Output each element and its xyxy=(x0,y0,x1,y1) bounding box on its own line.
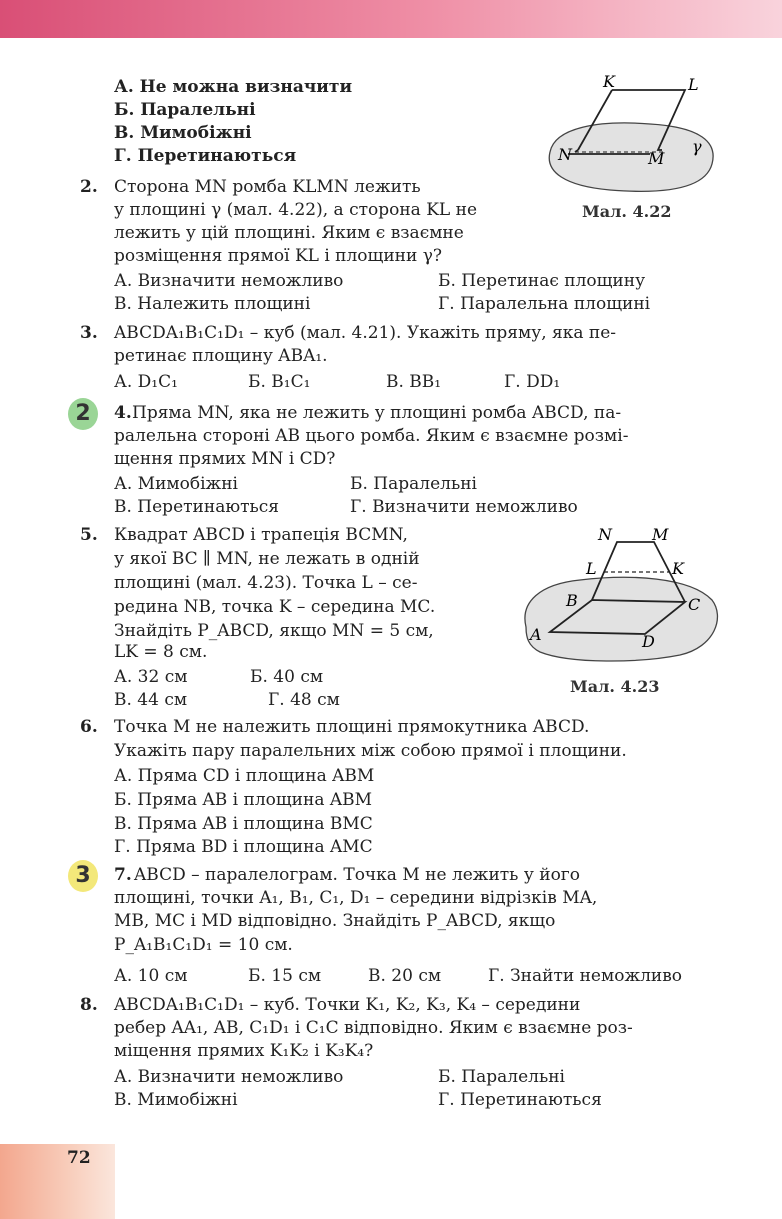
fig423-label-c: C xyxy=(688,595,701,614)
q3-line-2: ретинає площину ABA₁. xyxy=(114,346,328,366)
fig422-label-n: N xyxy=(558,145,572,164)
fig422-label-m: M xyxy=(648,149,665,168)
q5-line-4: редина NB, точка K – середина MC. xyxy=(114,597,436,617)
level-3-badge: 3 xyxy=(68,860,98,892)
fig422-label-gamma: γ xyxy=(692,137,702,156)
q8-option-c: В. Мимобіжні xyxy=(114,1090,238,1110)
q3-line-1: ABCDA₁B₁C₁D₁ – куб (мал. 4.21). Укажіть пряму, яка пе- xyxy=(114,323,617,343)
q4-line-2: ралельна стороні AB цього ромба. Яким є взаємне розмі- xyxy=(114,426,629,446)
fig423-label-a: A xyxy=(530,625,542,644)
fig423-label-b: B xyxy=(566,591,578,610)
q7-line-4: P_A₁B₁C₁D₁ = 10 см. xyxy=(114,935,293,955)
q6-option-b: Б. Пряма AB і площина ABM xyxy=(114,790,373,810)
q2-line-4: розміщення прямої KL і площини γ? xyxy=(114,246,443,266)
figure-4-23 xyxy=(520,522,720,672)
fig422-label-l: L xyxy=(688,75,699,94)
q7-option-b: Б. 15 см xyxy=(248,966,322,986)
q6-option-a: А. Пряма CD і площина ABM xyxy=(114,766,375,786)
q6-line-1: Точка M не належить площині прямокутника ABCD. xyxy=(114,717,590,737)
q4-line-1: Пряма MN, яка не лежить у площині ромба ABCD, па- xyxy=(132,403,622,423)
fig423-label-k: K xyxy=(672,559,684,578)
figure-4-22 xyxy=(540,72,720,207)
q3-number: 3. xyxy=(80,323,98,343)
q8-line-1: ABCDA₁B₁C₁D₁ – куб. Точки K₁, K₂, K₃, K₄ – середини xyxy=(114,995,581,1015)
q7-option-d: Г. Знайти неможливо xyxy=(488,966,683,986)
q4-line-3: щення прямих MN і CD? xyxy=(114,449,336,469)
q4-option-d: Г. Визначити неможливо xyxy=(350,497,578,517)
q6-option-c: В. Пряма AB і площина BMC xyxy=(114,814,373,834)
q7-line-2: площині, точки A₁, B₁, C₁, D₁ – середини відрізків MA, xyxy=(114,888,598,908)
q1-option-a: А. Не можна визначити xyxy=(114,77,353,97)
q3-option-d: Г. DD₁ xyxy=(504,372,561,392)
top-decor-band xyxy=(0,0,782,38)
q5-line-1: Квадрат ABCD і трапеція BCMN, xyxy=(114,525,408,545)
q8-option-d: Г. Перетинаються xyxy=(438,1090,602,1110)
q5-line-5: Знайдіть P_ABCD, якщо MN = 5 см, xyxy=(114,621,434,641)
q2-line-3: лежить у цій площині. Яким є взаємне xyxy=(114,223,464,243)
q7-option-c: В. 20 см xyxy=(368,966,442,986)
q2-line-2: у площині γ (мал. 4.22), а сторона KL не xyxy=(114,200,478,220)
q6-number: 6. xyxy=(80,717,98,737)
fig423-label-n: N xyxy=(598,525,612,544)
q2-line-1: Сторона MN ромба KLMN лежить xyxy=(114,177,421,197)
q7-line-1: ABCD – паралелограм. Точка M не лежить у його xyxy=(134,865,580,885)
q1-option-d: Г. Перетинаються xyxy=(114,146,297,166)
q7-line-3: MB, MC і MD відповідно. Знайдіть P_ABCD, якщо xyxy=(114,911,556,931)
q7-option-a: А. 10 см xyxy=(114,966,188,986)
q5-option-c: В. 44 см xyxy=(114,690,188,710)
q2-number: 2. xyxy=(80,177,98,197)
q4-number: 4. xyxy=(114,403,132,423)
q5-line-2: у якої BC ∥ MN, не лежать в одній xyxy=(114,549,420,569)
q3-option-c: В. BB₁ xyxy=(386,372,442,392)
q8-number: 8. xyxy=(80,995,98,1015)
q8-line-3: міщення прямих K₁K₂ і K₃K₄? xyxy=(114,1041,374,1061)
q1-option-c: В. Мимобіжні xyxy=(114,123,252,143)
fig423-label-d: D xyxy=(642,632,655,651)
q6-line-2: Укажіть пару паралельних між собою прямої і площини. xyxy=(114,741,627,761)
q5-option-a: А. 32 см xyxy=(114,667,188,687)
q3-option-a: А. D₁C₁ xyxy=(114,372,178,392)
q4-option-c: В. Перетинаються xyxy=(114,497,280,517)
q7-number: 7. xyxy=(114,865,132,885)
q5-option-d: Г. 48 см xyxy=(268,690,340,710)
q5-line-3: площині (мал. 4.23). Точка L – се- xyxy=(114,573,418,593)
q6-option-d: Г. Пряма BD і площина AMC xyxy=(114,837,373,857)
q5-number: 5. xyxy=(80,525,98,545)
q1-option-b: Б. Паралельні xyxy=(114,100,256,120)
fig423-caption: Мал. 4.23 xyxy=(570,677,660,696)
fig423-label-m: M xyxy=(652,525,669,544)
q4-option-b: Б. Паралельні xyxy=(350,474,477,494)
q4-option-a: А. Мимобіжні xyxy=(114,474,238,494)
q8-line-2: ребер AA₁, AB, C₁D₁ і C₁C відповідно. Яким є взаємне роз- xyxy=(114,1018,633,1038)
page-number: 72 xyxy=(67,1148,91,1168)
q5-line-6: LK = 8 см. xyxy=(114,642,208,662)
q8-option-b: Б. Паралельні xyxy=(438,1067,565,1087)
q8-option-a: А. Визначити неможливо xyxy=(114,1067,344,1087)
footer-decor-band xyxy=(0,1144,115,1219)
q2-option-b: Б. Перетинає площину xyxy=(438,271,646,291)
q3-option-b: Б. B₁C₁ xyxy=(248,372,311,392)
fig422-label-k: K xyxy=(603,72,615,91)
q2-option-c: В. Належить площині xyxy=(114,294,311,314)
q2-option-a: А. Визначити неможливо xyxy=(114,271,344,291)
q5-option-b: Б. 40 см xyxy=(250,667,324,687)
level-2-badge: 2 xyxy=(68,398,98,430)
fig422-caption: Мал. 4.22 xyxy=(582,202,672,221)
q2-option-d: Г. Паралельна площині xyxy=(438,294,651,314)
fig423-label-l: L xyxy=(586,559,597,578)
